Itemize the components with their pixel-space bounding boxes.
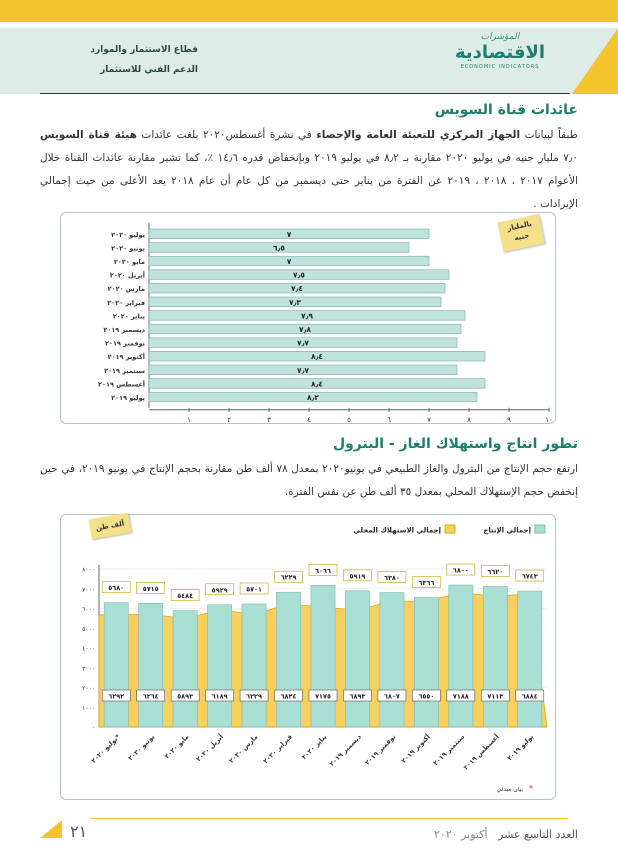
header-line1: قطاع الاستثمار والموارد (90, 45, 198, 55)
y-tick-label: ٥٠٠٠ (82, 625, 95, 633)
header-divider (40, 93, 570, 94)
x-category-label: يوليو ٢٠٢٠* (89, 732, 122, 765)
section1-bold-a: الجهاز المركزي للتعبئة العامة والإحصاء (316, 129, 521, 141)
section1-title: عائدات قناة السويس (434, 102, 578, 118)
production-label: ٧١٧٥ (315, 692, 331, 701)
production-bar (345, 591, 369, 727)
value-label: ٧٫٨ (299, 325, 311, 334)
x-category-label: سبتمبر ٢٠١٩ (431, 732, 467, 768)
footer-date: أكتوبر ٢٠٢٠ (433, 828, 488, 841)
chart2-unit-note: ألف طن (89, 513, 132, 540)
x-tick-label: ١٠ (545, 415, 553, 424)
top-yellow-bar (0, 0, 618, 22)
y-tick-label: ٤٠٠٠ (82, 645, 95, 653)
category-label: ديسمبر ٢٠١٩ (103, 326, 145, 334)
x-category-label: مارس ٢٠٢٠ (227, 732, 260, 765)
production-bar (380, 593, 404, 727)
y-tick-label: ٢٠٠٠ (82, 685, 95, 692)
category-label: أبريل ٢٠٢٠ (109, 271, 145, 280)
production-bar (483, 587, 507, 727)
legend-swatch-production (535, 525, 545, 533)
category-label: سبتمبر ٢٠١٩ (104, 366, 145, 375)
x-tick-label: ٨ (467, 415, 471, 424)
header-corner-accent (572, 28, 618, 94)
header-line2: الدعم الفني للاستثمار (100, 65, 198, 75)
x-tick-label: ٢ (227, 415, 231, 424)
production-label: ٦٢٢٩ (246, 692, 263, 701)
legend-label-consumption: إجمالي الاستهلاك المحلي (353, 526, 441, 535)
category-label: يوليو ٢٠١٩ (111, 394, 145, 402)
production-label: ٦٥٥٠ (418, 692, 435, 701)
x-category-label: أغسطس ٢٠١٩ (461, 732, 501, 772)
section1-text-b: في نشرة أغسطس٢٠٢٠ بلغت عائدات (136, 129, 317, 141)
footer-corner-accent (40, 820, 62, 838)
x-category-label: يوليو ٢٠١٩ (505, 732, 536, 763)
gas-oil-svg (61, 515, 557, 801)
x-category-label: مايو ٢٠٢٠ (162, 732, 191, 761)
x-tick-label: ٤ (307, 415, 311, 424)
footnote-text: بيان مبدئي (496, 786, 523, 793)
logo (440, 32, 560, 84)
value-label: ٧٫٧ (297, 365, 309, 375)
category-label: يونيو ٢٠٢٠ (111, 244, 145, 253)
x-tick-label: ٥ (347, 415, 351, 424)
production-bar (518, 591, 542, 727)
value-label: ٦٫٥ (273, 243, 285, 253)
production-bar (208, 605, 232, 727)
production-bar (414, 598, 438, 727)
y-tick-label: ١٠٠٠ (82, 704, 95, 712)
production-bar (242, 604, 266, 727)
y-tick-label: ٦٠٠٠ (82, 606, 95, 613)
value-label: ٧٫٩ (301, 311, 313, 321)
category-label: فبراير ٢٠٢٠ (107, 298, 145, 307)
x-category-label: أبريل ٢٠٢٠ (194, 732, 226, 764)
footnote-asterisk: * (529, 784, 533, 793)
value-label: ٧٫٧ (297, 338, 309, 348)
footer-divider (90, 818, 568, 819)
value-label: ٨٫٤ (311, 352, 323, 362)
x-tick-label: ٧ (427, 415, 431, 424)
category-label: يوليو ٢٠٢٠ (111, 230, 145, 239)
x-category-label: يناير ٢٠٢٠ (300, 732, 329, 762)
x-category-label: يونيو ٢٠٢٠ (126, 732, 157, 763)
consumption-label: ٦٠٦٦ (315, 566, 331, 575)
production-bar (311, 585, 335, 727)
y-tick-label: ٨٠٠٠ (82, 566, 95, 574)
production-bar (104, 603, 128, 727)
legend-swatch-consumption (445, 525, 455, 533)
x-category-label: نوفمبر ٢٠١٩ (363, 732, 398, 767)
value-label: ٨٫٤ (311, 379, 323, 389)
legend-label-production: إجمالي الإنتاج (483, 526, 531, 535)
consumption-label: ٥٧١٥ (142, 584, 159, 593)
consumption-label: ٦٧٤٣ (521, 572, 538, 581)
section1-bold-b: هيئة قناة السويس (40, 129, 137, 141)
x-category-label: ديسمبر ٢٠١٩ (327, 732, 363, 768)
footer-issue (434, 828, 578, 841)
production-label: ٦٨٠٧ (383, 692, 400, 701)
page-number: ٢١ (70, 822, 88, 841)
category-label: أكتوبر ٢٠١٩ (107, 353, 145, 362)
logo-sub: ECONOMIC INDICATORS (460, 64, 540, 70)
y-tick-label: ٣٠٠٠ (82, 665, 95, 673)
consumption-label: ٥٩٢٩ (211, 586, 228, 595)
production-label: ٥٨٩٣ (177, 692, 194, 701)
y-tick-label: ٠ (91, 724, 95, 732)
gas-oil-chart (60, 514, 556, 800)
logo-main: الاقتصادية (454, 42, 546, 63)
production-label: ٦٨٢٤ (280, 692, 297, 701)
section2-title: تطور انتاج واستهلاك الغاز - البترول (332, 436, 578, 452)
production-label: ٧١١٣ (487, 692, 504, 701)
value-label: ٨٫٢ (307, 393, 319, 402)
logo-top: المؤشرات (480, 32, 520, 42)
production-bar (276, 592, 300, 727)
x-category-label: فبراير ٢٠٢٠ (261, 732, 294, 766)
consumption-label: ٦٣٨٠ (383, 574, 400, 583)
consumption-label: ٥٩١٩ (349, 572, 366, 581)
production-bar (139, 603, 163, 727)
suez-revenue-chart (60, 212, 556, 424)
production-label: ٦٢٦٤ (142, 692, 159, 701)
production-label: ٦٢٩٢ (108, 692, 125, 701)
header-department (8, 40, 198, 80)
section2-body: ارتفع حجم الإنتاج من البترول والغاز الطبيعي في يونيو٢٠٢٠ بمعدل ٧٨ ألف طن مقارنة بحجم الإنتاج في يونيو ٢٠١٩، في حين إنخفض حجم الإستهلاك المحلي بمعدل ٣٥ ألف طن عن نفس الفترة. (40, 463, 578, 498)
category-label: مايو ٢٠٢٠ (113, 258, 145, 266)
x-tick-label: ٦ (387, 415, 391, 424)
production-bar (449, 585, 473, 727)
footer-issue-label: العدد التاسع عشر (498, 828, 578, 841)
consumption-label: ٥٦٨٠ (108, 584, 125, 593)
x-category-label: أكتوبر ٢٠١٩ (399, 732, 432, 765)
category-label: مارس ٢٠٢٠ (107, 285, 145, 294)
category-label: أغسطس ٢٠١٩ (98, 380, 145, 389)
category-label: نوفمبر ٢٠١٩ (105, 339, 145, 348)
section1-text-c: ٧٫٠ مليار جنيه في يوليو ٢٠٢٠ مقارنة بـ ٨٫٢ في يوليو ٢٠١٩ وبإنخفاض قدره ١٤٫٦ ٪، كما تشير مقارنة عائدات القناة خلال الأعوام ٢٠١٧ ، ٢٠١٨ ، ٢٠١٩ عن الفترة من يناير حتى ديسمبر من كل عام أن عام ٢٠١٨ يعد الأعلى من حيث إجمالي الإيرادات . (40, 152, 578, 210)
category-label: يناير ٢٠٢٠ (112, 312, 145, 321)
consumption-label: ٥٧٠١ (246, 585, 263, 594)
y-tick-label: ٧٠٠٠ (82, 586, 95, 594)
production-label: ٦٨٨٤ (521, 692, 538, 701)
consumption-label: ٦٢٢٩ (280, 573, 297, 582)
consumption-label: ٦٨٠٠ (452, 566, 469, 575)
section1-text-a: طبقاً لبيانات (520, 129, 578, 141)
chart1-unit-note: بالمليار جنيه (497, 214, 544, 252)
section1-body (40, 124, 578, 216)
consumption-label: ٦٣٦٦ (418, 579, 435, 588)
production-bar (173, 611, 197, 727)
production-label: ٦١٨٩ (211, 692, 228, 701)
suez-revenue-svg (61, 213, 557, 425)
value-label: ٧٫٥ (293, 270, 305, 280)
production-label: ٦٨٩٣ (349, 692, 366, 701)
value-label: ٧٫٤ (291, 284, 303, 294)
value-label: ٧ (286, 229, 292, 239)
x-tick-label: ٣ (267, 415, 271, 424)
value-label: ٧ (286, 257, 292, 266)
production-label: ٧١٨٨ (452, 692, 469, 701)
x-tick-label: ١ (187, 415, 191, 424)
value-label: ٧٫٣ (289, 297, 301, 307)
x-tick-label: ٩ (507, 415, 511, 424)
consumption-label: ٥٤٨٤ (177, 592, 194, 601)
consumption-label: ٦٦٢٠ (487, 568, 504, 577)
